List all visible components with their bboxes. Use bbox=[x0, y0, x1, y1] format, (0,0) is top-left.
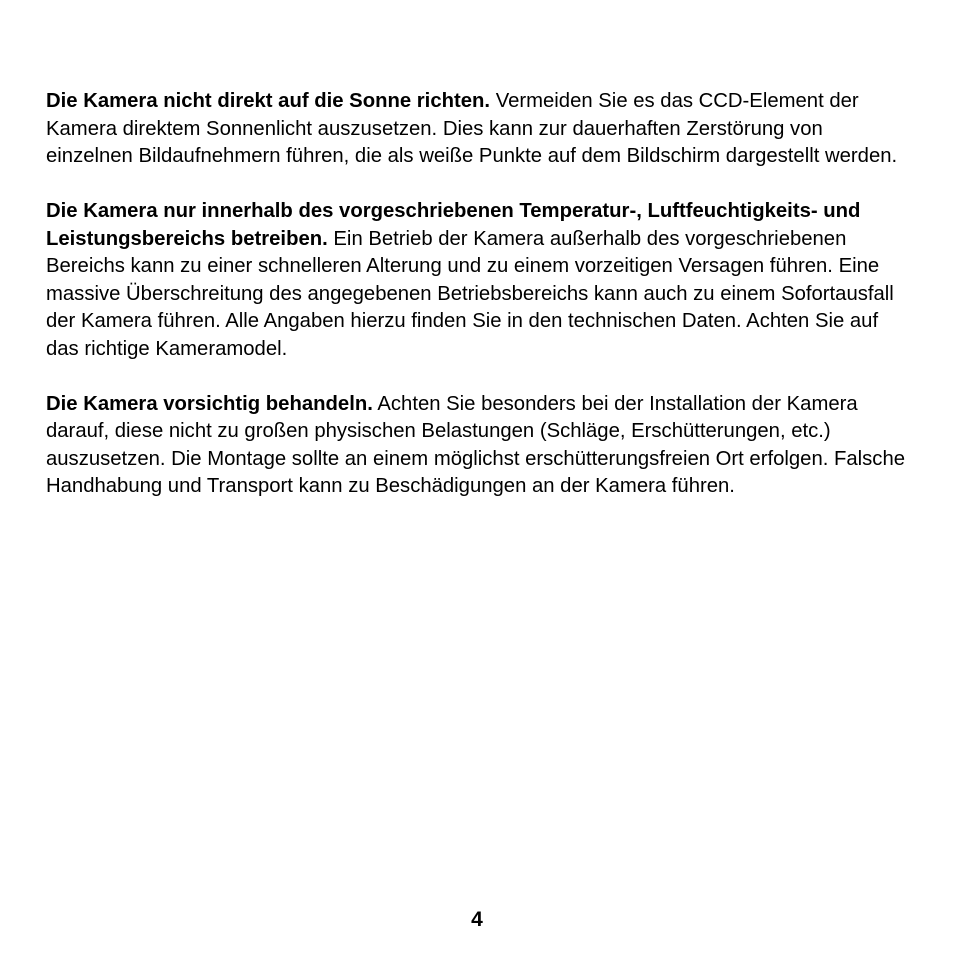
paragraph-operating-range bbox=[46, 198, 912, 363]
paragraph-handle-carefully bbox=[46, 391, 912, 501]
paragraph-heading: Die Kamera nicht direkt auf die Sonne richten. bbox=[46, 90, 491, 112]
paragraph-heading: Die Kamera vorsichtig behandeln. bbox=[46, 392, 373, 415]
page-content bbox=[46, 88, 912, 528]
paragraph-sun-warning bbox=[46, 88, 912, 171]
paragraph-body: Vermeiden Sie es das CCD-Element der Kamera direktem Sonnenlicht auszusetzen. Dies kann zur dauerhaften Zerstörung von einzelnen Bildaufnehmern führen, die als weiße Punkte auf dem Bildschirm dargestellt werden. bbox=[46, 90, 898, 167]
paragraph-body: Ein Betrieb der Kamera außerhalb des vorgeschriebenen Bereichs kann zu einer schnelleren Alterung und zu einem vorzeitigen Versagen führen. Eine massive Überschreitung des angegebenen Betriebsbereichs kann auch zu einem Sofortausfall der Kamera führen. Alle Angaben hierzu finden Sie in den technischen Daten. Achten Sie auf das richtige Kameramodel. bbox=[46, 227, 894, 360]
paragraph-heading: Die Kamera nur innerhalb des vorgeschriebenen Temperatur-, Luftfeuchtigkeits- und Leistungsbereichs betreiben. bbox=[46, 200, 861, 250]
page-number: 4 bbox=[471, 908, 483, 931]
paragraph-body: Achten Sie besonders bei der Installation der Kamera darauf, diese nicht zu großen physischen Belastungen (Schläge, Erschütterungen, etc.) auszusetzen. Die Montage sollte an einem möglichst erschütterungsfreien Ort erfolgen. Falsche Handhabung und Transport kann zu Beschädigungen an der Kamera führen. bbox=[46, 392, 906, 497]
